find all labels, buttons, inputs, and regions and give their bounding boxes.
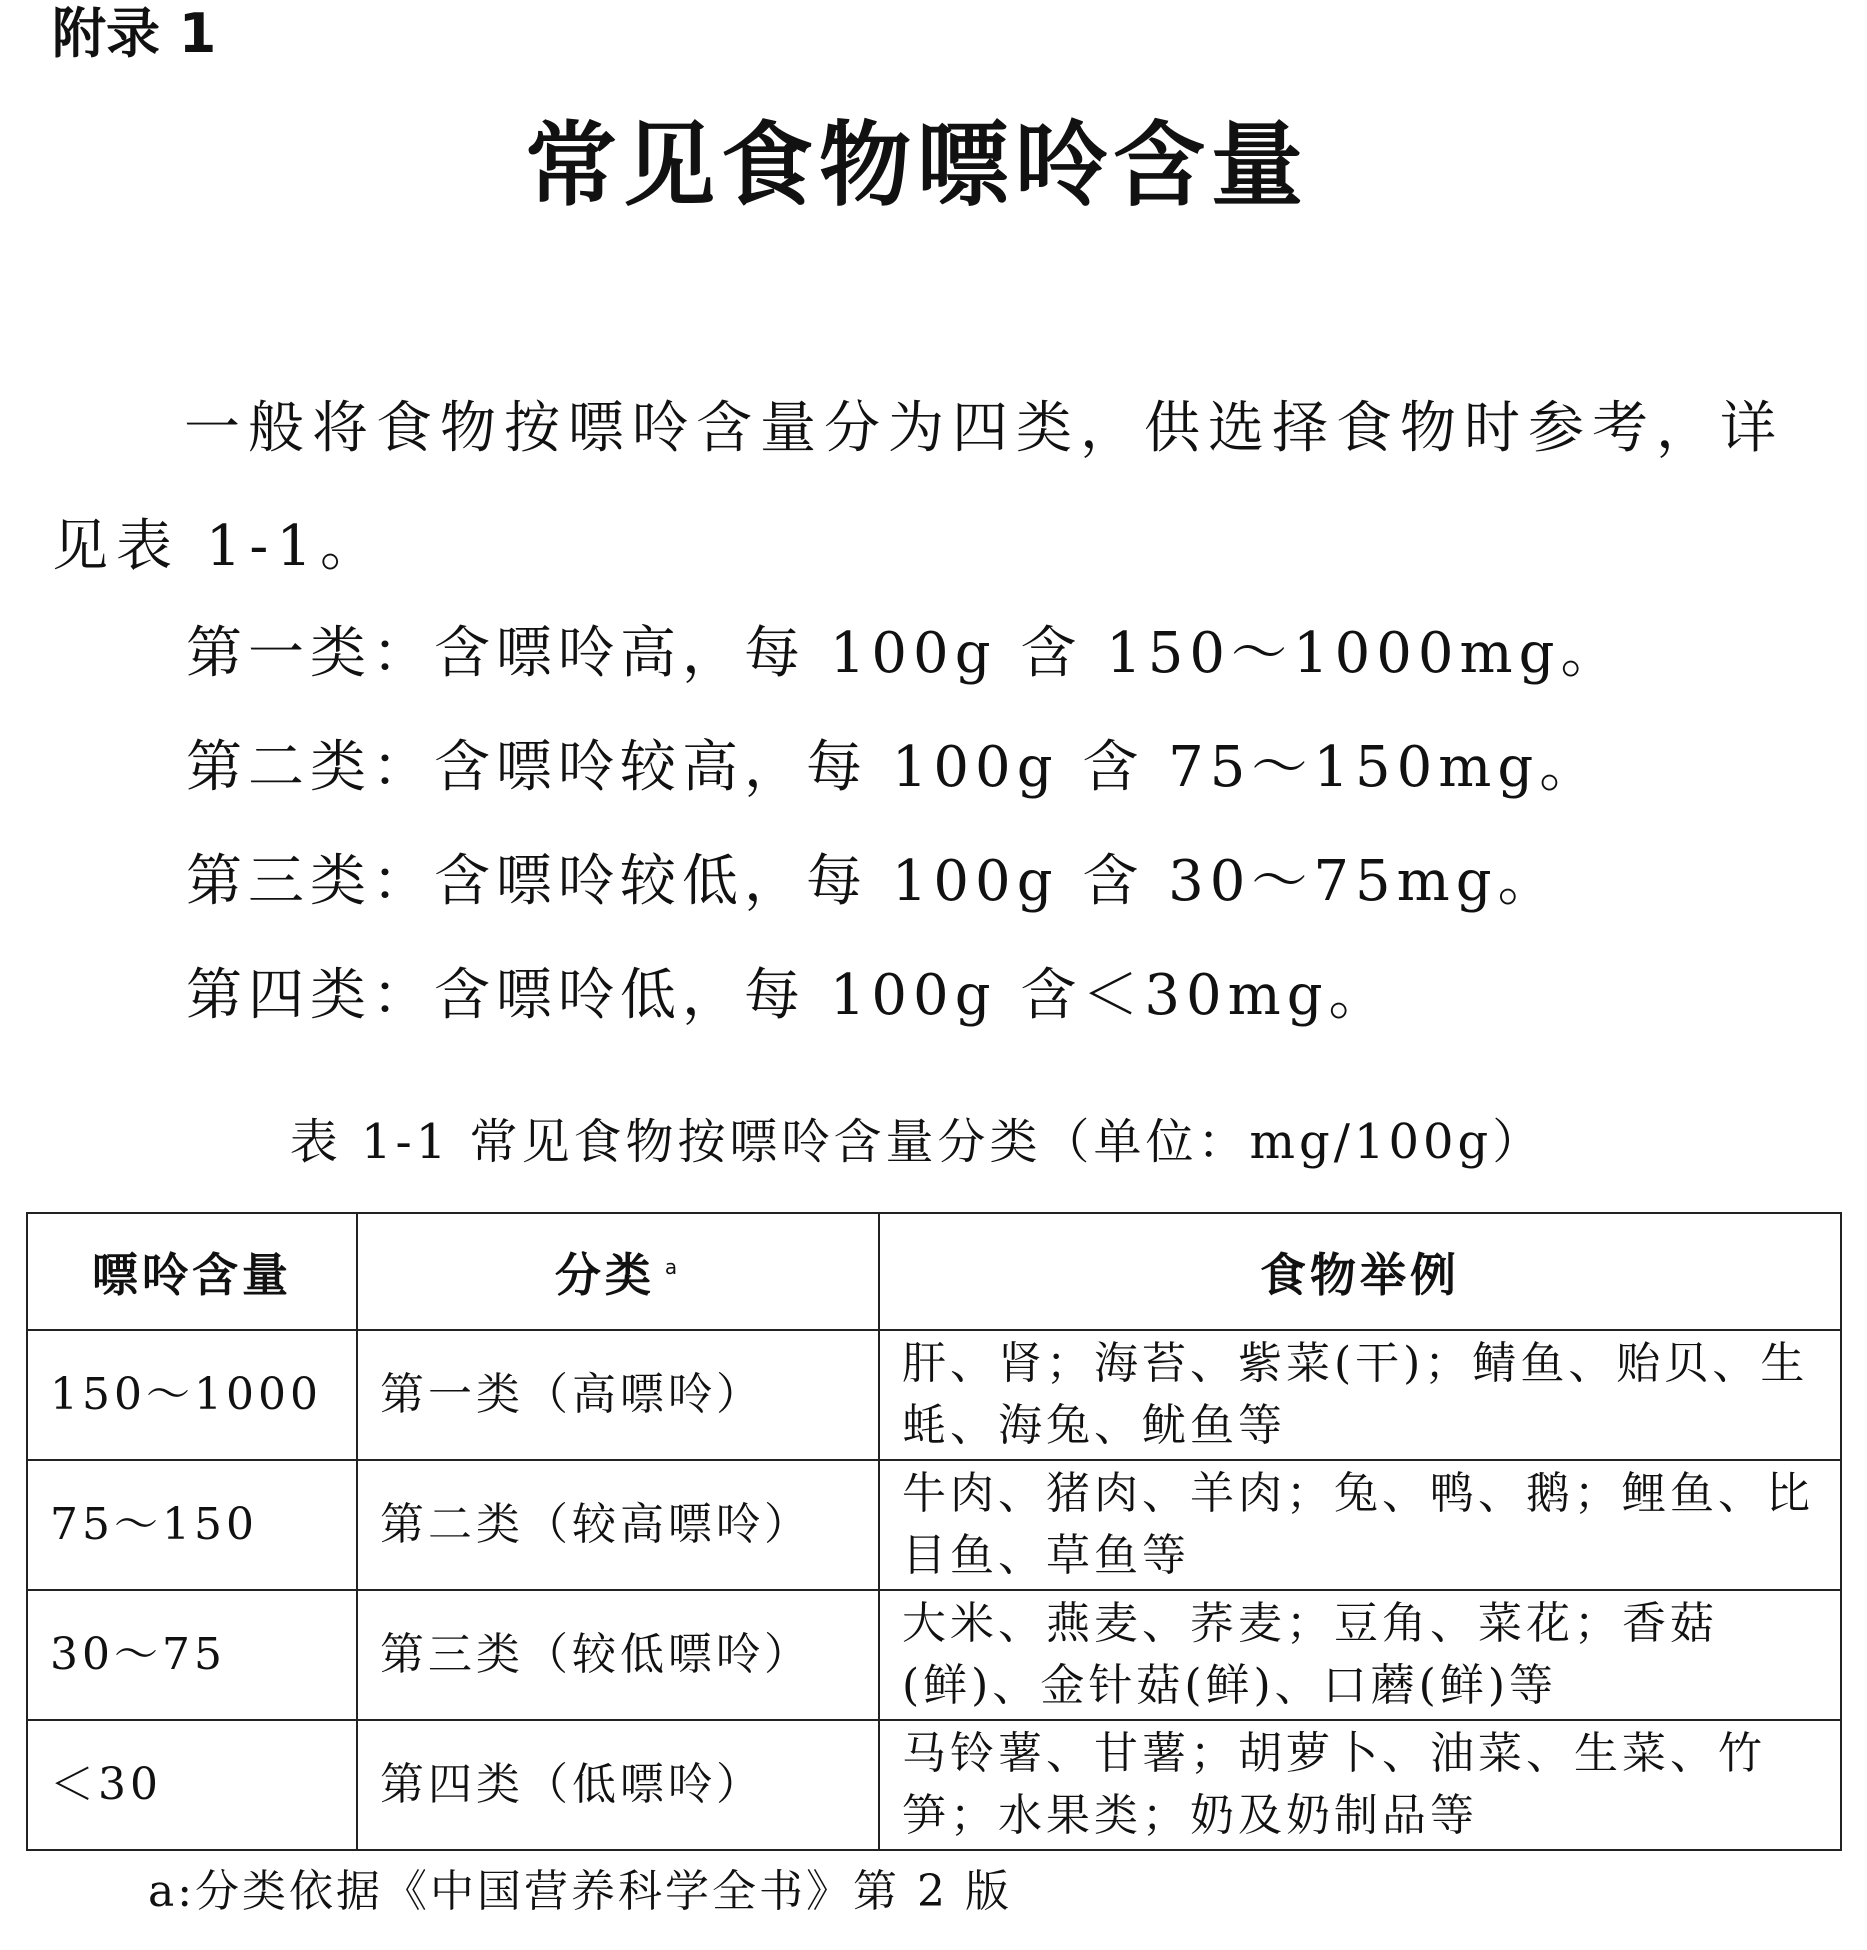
category-line-2: 第二类：含嘌呤较高，每 100g 含 75～150mg。 bbox=[186, 735, 1602, 800]
cell-range: 150～1000 bbox=[27, 1330, 357, 1460]
cell-class: 第三类（较低嘌呤） bbox=[357, 1590, 879, 1720]
purine-table bbox=[26, 1212, 1842, 1851]
header-purine-content: 嘌呤含量 bbox=[27, 1213, 357, 1330]
table-row bbox=[27, 1460, 1841, 1590]
table-header-row bbox=[27, 1213, 1841, 1330]
intro-paragraph: 一般将食物按嘌呤含量分为四类，供选择食物时参考，详见表 1-1。 bbox=[52, 396, 1784, 579]
cell-class: 第二类（较高嘌呤） bbox=[357, 1460, 879, 1590]
footnote-marker: a bbox=[664, 1255, 682, 1280]
document-title: 常见食物嘌呤含量 bbox=[524, 112, 1309, 219]
table-row bbox=[27, 1330, 1841, 1460]
table-row bbox=[27, 1720, 1841, 1850]
cell-class: 第四类（低嘌呤） bbox=[357, 1720, 879, 1850]
cell-range: ＜30 bbox=[27, 1720, 357, 1850]
table-row bbox=[27, 1590, 1841, 1720]
category-line-1: 第一类：含嘌呤高，每 100g 含 150～1000mg。 bbox=[186, 621, 1623, 686]
header-classification bbox=[357, 1213, 879, 1330]
table-footnote: a:分类依据《中国营养科学全书》第 2 版 bbox=[148, 1866, 1013, 1917]
category-line-4: 第四类：含嘌呤低，每 100g 含＜30mg。 bbox=[186, 963, 1391, 1028]
cell-foods: 马铃薯、甘薯；胡萝卜、油菜、生菜、竹笋；水果类；奶及奶制品等 bbox=[879, 1720, 1841, 1850]
cell-class: 第一类（高嘌呤） bbox=[357, 1330, 879, 1460]
cell-range: 30～75 bbox=[27, 1590, 357, 1720]
cell-foods: 肝、肾；海苔、紫菜(干)；鲭鱼、贻贝、生蚝、海兔、鱿鱼等 bbox=[879, 1330, 1841, 1460]
appendix-label: 附录 1 bbox=[52, 2, 217, 65]
cell-foods: 牛肉、猪肉、羊肉；兔、鸭、鹅；鲤鱼、比目鱼、草鱼等 bbox=[879, 1460, 1841, 1590]
category-line-3: 第三类：含嘌呤较低，每 100g 含 30～75mg。 bbox=[186, 849, 1560, 914]
header-classification-label: 分类 bbox=[554, 1247, 655, 1302]
cell-foods: 大米、燕麦、荞麦；豆角、菜花；香菇(鲜)、金针菇(鲜)、口蘑(鲜)等 bbox=[879, 1590, 1841, 1720]
header-food-examples: 食物举例 bbox=[879, 1213, 1841, 1330]
table-caption: 表 1-1 常见食物按嘌呤含量分类（单位：mg/100g） bbox=[289, 1114, 1545, 1170]
cell-range: 75～150 bbox=[27, 1460, 357, 1590]
